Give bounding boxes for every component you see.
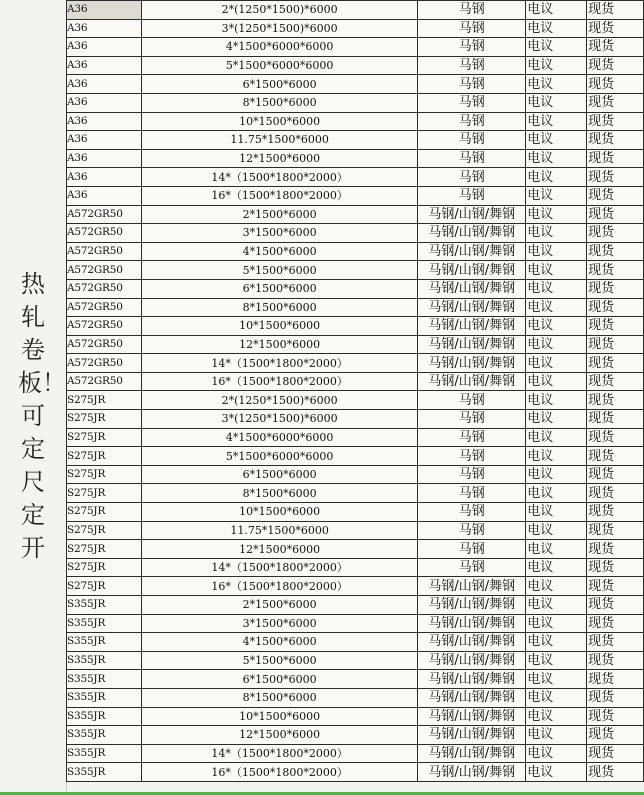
stock-cell: 现货	[587, 596, 644, 615]
stock-cell: 现货	[587, 633, 644, 652]
grade-cell: A36	[67, 1, 142, 20]
stock-cell: 现货	[587, 75, 644, 94]
price-cell: 电议	[526, 410, 587, 429]
grade-cell: S355JR	[67, 651, 142, 670]
price-cell: 电议	[526, 596, 587, 615]
price-cell: 电议	[526, 763, 587, 782]
spec-cell: 16*（1500*1800*2000）	[141, 763, 417, 782]
price-cell: 电议	[526, 93, 587, 112]
stock-cell: 现货	[587, 112, 644, 131]
grade-cell: A572GR50	[67, 224, 142, 243]
table-row	[67, 75, 644, 94]
stock-cell: 现货	[587, 726, 644, 745]
sidebar-panel	[0, 0, 67, 795]
price-cell: 电议	[526, 391, 587, 410]
grade-cell: A36	[67, 149, 142, 168]
stock-cell: 现货	[587, 56, 644, 75]
grade-cell: S275JR	[67, 577, 142, 596]
grade-cell: S355JR	[67, 670, 142, 689]
price-cell: 电议	[526, 205, 587, 224]
grade-cell: A36	[67, 75, 142, 94]
price-cell: 电议	[526, 317, 587, 336]
grade-cell: S275JR	[67, 484, 142, 503]
table-row	[67, 279, 644, 298]
spec-cell: 6*1500*6000	[141, 465, 417, 484]
spec-cell: 3*1500*6000	[141, 614, 417, 633]
stock-cell: 现货	[587, 558, 644, 577]
stock-cell: 现货	[587, 205, 644, 224]
price-cell: 电议	[526, 521, 587, 540]
stock-cell: 现货	[587, 1, 644, 20]
stock-cell: 现货	[587, 410, 644, 429]
stock-cell: 现货	[587, 317, 644, 336]
stock-cell: 现货	[587, 224, 644, 243]
origin-cell: 马钢/山钢/舞钢	[418, 335, 526, 354]
stock-cell: 现货	[587, 186, 644, 205]
grade-cell: S275JR	[67, 558, 142, 577]
table-row	[67, 503, 644, 522]
grade-cell: S355JR	[67, 633, 142, 652]
spec-cell: 12*1500*6000	[141, 335, 417, 354]
grade-cell: S275JR	[67, 410, 142, 429]
price-cell: 电议	[526, 186, 587, 205]
spec-cell: 12*1500*6000	[141, 149, 417, 168]
stock-cell: 现货	[587, 131, 644, 150]
table-row	[67, 1, 644, 20]
grade-cell: S275JR	[67, 540, 142, 559]
stock-cell: 现货	[587, 744, 644, 763]
price-cell: 电议	[526, 465, 587, 484]
table-row	[67, 168, 644, 187]
grade-cell: A36	[67, 186, 142, 205]
origin-cell: 马钢/山钢/舞钢	[418, 596, 526, 615]
grade-cell: S355JR	[67, 726, 142, 745]
origin-cell: 马钢	[418, 558, 526, 577]
spec-cell: 5*1500*6000*6000	[141, 447, 417, 466]
table-row	[67, 354, 644, 373]
origin-cell: 马钢/山钢/舞钢	[418, 224, 526, 243]
spec-cell: 3*1500*6000	[141, 224, 417, 243]
spec-cell: 5*1500*6000	[141, 261, 417, 280]
origin-cell: 马钢/山钢/舞钢	[418, 726, 526, 745]
spec-cell: 4*1500*6000	[141, 242, 417, 261]
origin-cell: 马钢	[418, 38, 526, 57]
grade-cell: S275JR	[67, 391, 142, 410]
table-row	[67, 317, 644, 336]
price-cell: 电议	[526, 372, 587, 391]
spec-cell: 6*1500*6000	[141, 75, 417, 94]
stock-cell: 现货	[587, 428, 644, 447]
grade-cell: S355JR	[67, 596, 142, 615]
grade-cell: S355JR	[67, 763, 142, 782]
stock-cell: 现货	[587, 372, 644, 391]
spec-cell: 16*（1500*1800*2000）	[141, 186, 417, 205]
price-cell: 电议	[526, 149, 587, 168]
spec-cell: 14*（1500*1800*2000）	[141, 558, 417, 577]
stock-cell: 现货	[587, 503, 644, 522]
origin-cell: 马钢	[418, 484, 526, 503]
grade-cell: A572GR50	[67, 354, 142, 373]
origin-cell: 马钢/山钢/舞钢	[418, 205, 526, 224]
grade-cell: A572GR50	[67, 372, 142, 391]
spec-cell: 8*1500*6000	[141, 688, 417, 707]
table-row	[67, 558, 644, 577]
table-row	[67, 484, 644, 503]
table-row	[67, 298, 644, 317]
price-cell: 电议	[526, 75, 587, 94]
price-cell: 电议	[526, 19, 587, 38]
table-row	[67, 651, 644, 670]
table-row	[67, 112, 644, 131]
origin-cell: 马钢/山钢/舞钢	[418, 614, 526, 633]
grade-cell: A572GR50	[67, 261, 142, 280]
price-cell: 电议	[526, 633, 587, 652]
stock-cell: 现货	[587, 93, 644, 112]
grade-cell: A36	[67, 38, 142, 57]
origin-cell: 马钢/山钢/舞钢	[418, 633, 526, 652]
stock-cell: 现货	[587, 149, 644, 168]
price-cell: 电议	[526, 112, 587, 131]
stock-cell: 现货	[587, 688, 644, 707]
table-row	[67, 93, 644, 112]
stock-cell: 现货	[587, 38, 644, 57]
stock-cell: 现货	[587, 168, 644, 187]
price-cell: 电议	[526, 651, 587, 670]
table-row	[67, 670, 644, 689]
price-cell: 电议	[526, 1, 587, 20]
sidebar-title: 热轧卷板！可定尺定开	[18, 270, 66, 562]
price-cell: 电议	[526, 354, 587, 373]
grade-cell: A36	[67, 168, 142, 187]
stock-cell: 现货	[587, 391, 644, 410]
origin-cell: 马钢	[418, 428, 526, 447]
spec-cell: 3*(1250*1500)*6000	[141, 19, 417, 38]
table-row	[67, 242, 644, 261]
grade-cell: A36	[67, 131, 142, 150]
price-cell: 电议	[526, 242, 587, 261]
spec-cell: 12*1500*6000	[141, 726, 417, 745]
grade-cell: A572GR50	[67, 335, 142, 354]
spec-cell: 8*1500*6000	[141, 484, 417, 503]
origin-cell: 马钢	[418, 149, 526, 168]
origin-cell: 马钢/山钢/舞钢	[418, 242, 526, 261]
spec-cell: 10*1500*6000	[141, 317, 417, 336]
stock-cell: 现货	[587, 279, 644, 298]
spec-cell: 11.75*1500*6000	[141, 521, 417, 540]
spec-cell: 8*1500*6000	[141, 298, 417, 317]
table-row	[67, 521, 644, 540]
table-row	[67, 465, 644, 484]
spec-cell: 2*(1250*1500)*6000	[141, 391, 417, 410]
origin-cell: 马钢	[418, 112, 526, 131]
grade-cell: A572GR50	[67, 298, 142, 317]
spec-cell: 3*(1250*1500)*6000	[141, 410, 417, 429]
price-cell: 电议	[526, 335, 587, 354]
origin-cell: 马钢	[418, 521, 526, 540]
stock-cell: 现货	[587, 447, 644, 466]
table-row	[67, 744, 644, 763]
table-row	[67, 707, 644, 726]
price-cell: 电议	[526, 726, 587, 745]
table-row	[67, 763, 644, 782]
spec-cell: 2*1500*6000	[141, 596, 417, 615]
grade-cell: S275JR	[67, 503, 142, 522]
stock-cell: 现货	[587, 670, 644, 689]
table-row	[67, 335, 644, 354]
spec-cell: 5*1500*6000*6000	[141, 56, 417, 75]
origin-cell: 马钢/山钢/舞钢	[418, 651, 526, 670]
spec-cell: 6*1500*6000	[141, 670, 417, 689]
price-cell: 电议	[526, 577, 587, 596]
grade-cell: S355JR	[67, 614, 142, 633]
table-row	[67, 261, 644, 280]
stock-cell: 现货	[587, 465, 644, 484]
grade-cell: A572GR50	[67, 317, 142, 336]
grade-cell: A572GR50	[67, 279, 142, 298]
origin-cell: 马钢/山钢/舞钢	[418, 372, 526, 391]
table-row	[67, 633, 644, 652]
price-cell: 电议	[526, 131, 587, 150]
table-row	[67, 19, 644, 38]
stock-cell: 现货	[587, 261, 644, 280]
spec-cell: 4*1500*6000	[141, 633, 417, 652]
price-cell: 电议	[526, 614, 587, 633]
spec-cell: 8*1500*6000	[141, 93, 417, 112]
origin-cell: 马钢	[418, 1, 526, 20]
origin-cell: 马钢	[418, 391, 526, 410]
grade-cell: A36	[67, 19, 142, 38]
price-cell: 电议	[526, 503, 587, 522]
grade-cell: S355JR	[67, 688, 142, 707]
spec-cell: 14*（1500*1800*2000）	[141, 744, 417, 763]
origin-cell: 马钢/山钢/舞钢	[418, 354, 526, 373]
grade-cell: S275JR	[67, 447, 142, 466]
price-cell: 电议	[526, 224, 587, 243]
stock-cell: 现货	[587, 242, 644, 261]
price-cell: 电议	[526, 38, 587, 57]
origin-cell: 马钢	[418, 75, 526, 94]
grade-cell: A36	[67, 112, 142, 131]
origin-cell: 马钢/山钢/舞钢	[418, 744, 526, 763]
table-row	[67, 726, 644, 745]
grade-cell: A36	[67, 56, 142, 75]
spec-cell: 14*（1500*1800*2000）	[141, 168, 417, 187]
origin-cell: 马钢	[418, 186, 526, 205]
price-cell: 电议	[526, 447, 587, 466]
price-cell: 电议	[526, 484, 587, 503]
table-row	[67, 56, 644, 75]
origin-cell: 马钢	[418, 540, 526, 559]
stock-cell: 现货	[587, 614, 644, 633]
stock-cell: 现货	[587, 651, 644, 670]
table-body	[67, 1, 644, 782]
price-cell: 电议	[526, 279, 587, 298]
grade-cell: A36	[67, 93, 142, 112]
table-row	[67, 372, 644, 391]
price-cell: 电议	[526, 558, 587, 577]
stock-cell: 现货	[587, 354, 644, 373]
origin-cell: 马钢	[418, 93, 526, 112]
spec-cell: 11.75*1500*6000	[141, 131, 417, 150]
table-row	[67, 186, 644, 205]
spec-cell: 2*1500*6000	[141, 205, 417, 224]
product-table	[66, 0, 644, 782]
origin-cell: 马钢	[418, 447, 526, 466]
origin-cell: 马钢/山钢/舞钢	[418, 763, 526, 782]
spec-cell: 10*1500*6000	[141, 503, 417, 522]
spec-cell: 10*1500*6000	[141, 707, 417, 726]
spec-cell: 5*1500*6000	[141, 651, 417, 670]
price-cell: 电议	[526, 56, 587, 75]
table-row	[67, 131, 644, 150]
table-row	[67, 688, 644, 707]
stock-cell: 现货	[587, 19, 644, 38]
table-row	[67, 149, 644, 168]
stock-cell: 现货	[587, 335, 644, 354]
origin-cell: 马钢	[418, 168, 526, 187]
table-row	[67, 614, 644, 633]
origin-cell: 马钢/山钢/舞钢	[418, 577, 526, 596]
stock-cell: 现货	[587, 521, 644, 540]
stock-cell: 现货	[587, 298, 644, 317]
spec-cell: 6*1500*6000	[141, 279, 417, 298]
price-cell: 电议	[526, 168, 587, 187]
table-row	[67, 391, 644, 410]
table-row	[67, 596, 644, 615]
origin-cell: 马钢	[418, 503, 526, 522]
spec-cell: 16*（1500*1800*2000）	[141, 577, 417, 596]
table-row	[67, 428, 644, 447]
stock-cell: 现货	[587, 540, 644, 559]
table-row	[67, 205, 644, 224]
spec-cell: 14*（1500*1800*2000）	[141, 354, 417, 373]
stock-cell: 现货	[587, 484, 644, 503]
spec-cell: 10*1500*6000	[141, 112, 417, 131]
grade-cell: A572GR50	[67, 242, 142, 261]
origin-cell: 马钢/山钢/舞钢	[418, 707, 526, 726]
price-cell: 电议	[526, 540, 587, 559]
spec-cell: 2*(1250*1500)*6000	[141, 1, 417, 20]
origin-cell: 马钢/山钢/舞钢	[418, 298, 526, 317]
stock-cell: 现货	[587, 577, 644, 596]
price-cell: 电议	[526, 744, 587, 763]
price-cell: 电议	[526, 298, 587, 317]
stock-cell: 现货	[587, 763, 644, 782]
table-row	[67, 224, 644, 243]
origin-cell: 马钢/山钢/舞钢	[418, 279, 526, 298]
table-row	[67, 410, 644, 429]
origin-cell: 马钢/山钢/舞钢	[418, 688, 526, 707]
price-cell: 电议	[526, 688, 587, 707]
stock-cell: 现货	[587, 707, 644, 726]
price-cell: 电议	[526, 707, 587, 726]
spec-cell: 4*1500*6000*6000	[141, 38, 417, 57]
grade-cell: A572GR50	[67, 205, 142, 224]
grade-cell: S355JR	[67, 707, 142, 726]
table-row	[67, 577, 644, 596]
origin-cell: 马钢	[418, 131, 526, 150]
origin-cell: 马钢	[418, 56, 526, 75]
price-cell: 电议	[526, 261, 587, 280]
table-row	[67, 38, 644, 57]
origin-cell: 马钢	[418, 19, 526, 38]
origin-cell: 马钢	[418, 465, 526, 484]
origin-cell: 马钢	[418, 410, 526, 429]
price-cell: 电议	[526, 670, 587, 689]
spec-cell: 4*1500*6000*6000	[141, 428, 417, 447]
grade-cell: S275JR	[67, 428, 142, 447]
spec-cell: 16*（1500*1800*2000）	[141, 372, 417, 391]
grade-cell: S355JR	[67, 744, 142, 763]
spec-cell: 12*1500*6000	[141, 540, 417, 559]
grade-cell: S275JR	[67, 521, 142, 540]
origin-cell: 马钢/山钢/舞钢	[418, 261, 526, 280]
table-row	[67, 540, 644, 559]
price-cell: 电议	[526, 428, 587, 447]
origin-cell: 马钢/山钢/舞钢	[418, 670, 526, 689]
table-row	[67, 447, 644, 466]
origin-cell: 马钢/山钢/舞钢	[418, 317, 526, 336]
grade-cell: S275JR	[67, 465, 142, 484]
